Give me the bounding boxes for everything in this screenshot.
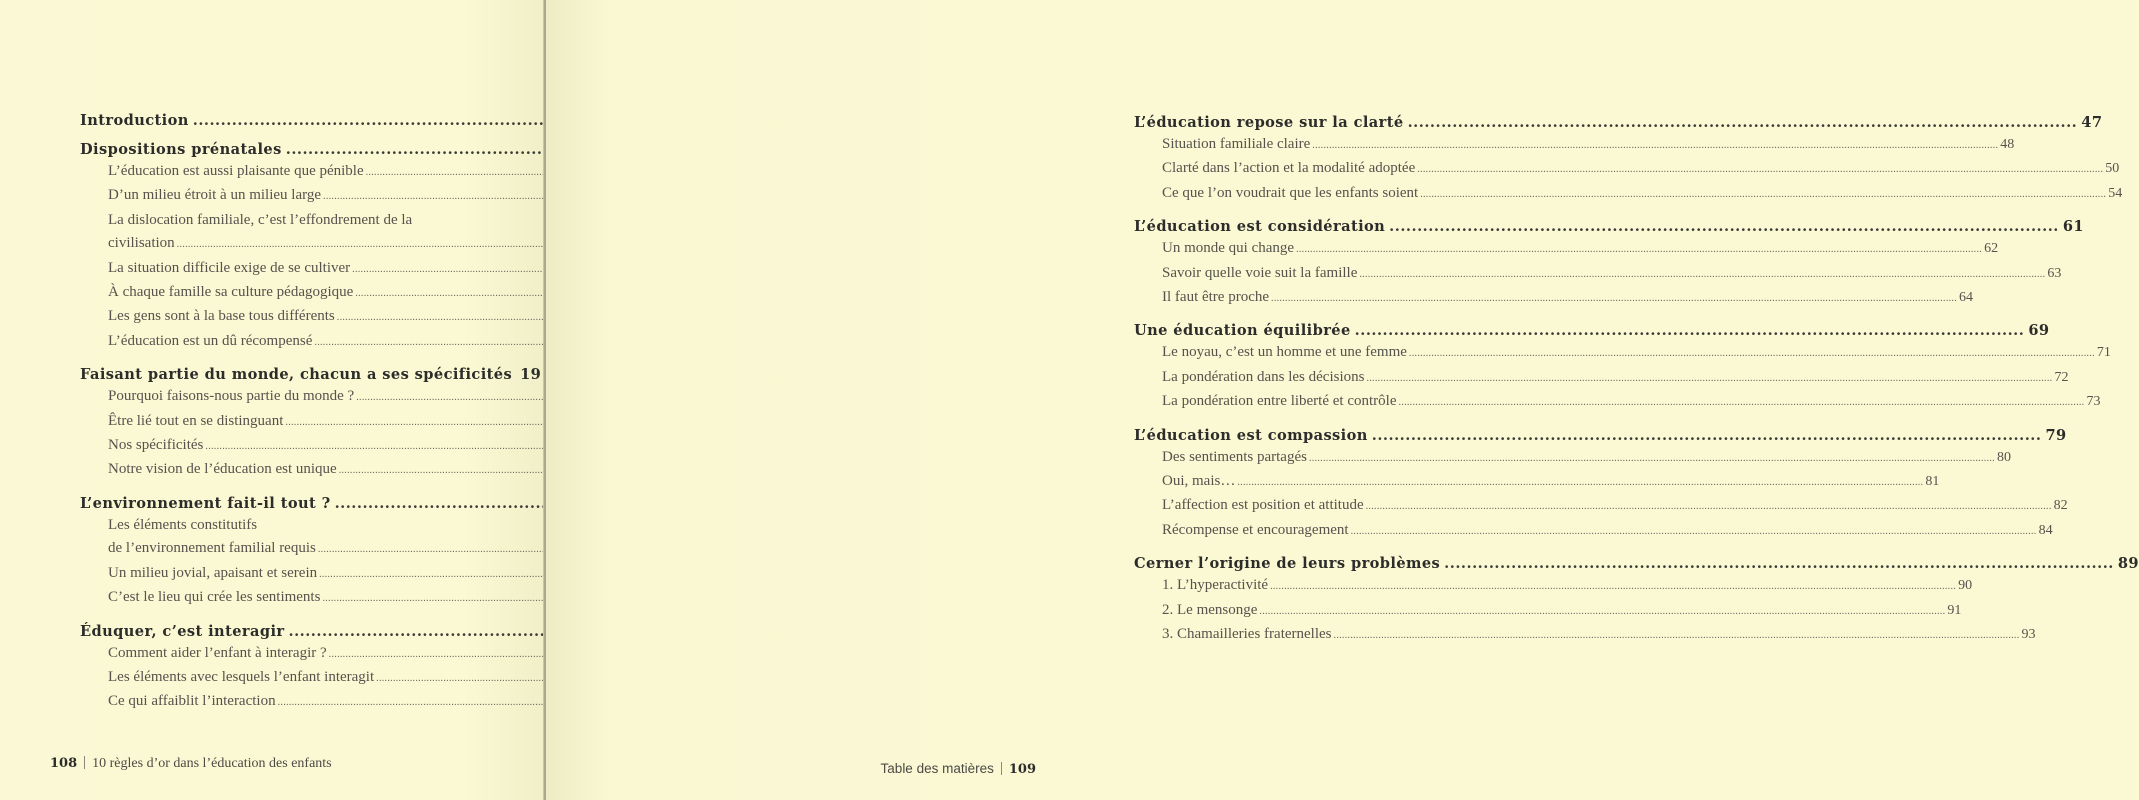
dot-leader <box>1408 114 2078 131</box>
section-title-line2: de l’environnement familial requis <box>108 540 316 557</box>
toc-section-entry <box>108 184 501 208</box>
toc-section-entry <box>108 330 501 354</box>
chapter-page-number: 47 <box>2081 114 2103 131</box>
toc-section-entry <box>108 410 501 434</box>
section-title: Les éléments avec lesquels l’enfant interagit <box>108 668 375 685</box>
section-title-continuation <box>108 537 501 561</box>
chapter-title: L’environnement fait-il tout ? <box>80 494 331 512</box>
section-page-number: 72 <box>2054 369 2069 385</box>
dot-leader <box>1351 520 2037 543</box>
toc-chapter-entry <box>80 112 501 129</box>
footer-separator <box>84 756 85 769</box>
section-title: L’affection est position et attitude <box>1162 497 1364 514</box>
footer-separator <box>1001 762 1002 775</box>
chapter-title: Faisant partie du monde, chacun a ses spécificités <box>80 366 513 384</box>
chapter-title: L’éducation est compassion <box>1134 426 1368 444</box>
section-title: Des sentiments partagés <box>1162 448 1307 465</box>
chapter-page-number: 61 <box>2062 218 2084 236</box>
dot-leader <box>1359 263 2045 286</box>
chapter-page-number: 79 <box>2045 426 2067 444</box>
table-of-contents-right <box>1134 114 2139 648</box>
toc-section-entry <box>1162 262 2062 286</box>
toc-chapter-entry <box>80 141 501 158</box>
toc-section-entry <box>1162 470 1940 494</box>
section-page-number: 81 <box>1925 474 1940 490</box>
toc-section-entry <box>1162 494 2068 518</box>
dot-leader <box>1398 391 2084 414</box>
toc-chapter-entry <box>80 495 501 512</box>
section-page-number: 62 <box>1984 241 1999 257</box>
section-title: Être lié tout en se distinguant <box>108 412 284 429</box>
chapter-page-number: 69 <box>2028 322 2050 340</box>
section-title: À chaque famille sa culture pédagogique <box>108 284 354 301</box>
toc-section-entry <box>1162 341 2111 365</box>
section-page-number: 71 <box>2096 345 2111 361</box>
section-title: Ce qui affaiblit l’interaction <box>108 693 276 710</box>
toc-section-entry <box>1162 446 2011 470</box>
toc-section-entry <box>1162 237 1999 261</box>
dot-leader <box>1309 447 1995 470</box>
section-title: Oui, mais… <box>1162 473 1236 490</box>
left-page-number: 108 <box>50 756 78 771</box>
toc-section-entry <box>1162 157 2120 181</box>
section-title: Situation familiale claire <box>1162 136 1311 152</box>
dot-leader <box>1270 575 1956 598</box>
toc-section-entry <box>1162 133 2015 157</box>
toc-section-entry <box>1162 182 2123 206</box>
toc-section-entry <box>1162 623 2036 647</box>
toc-section-entry <box>108 514 501 562</box>
toc-section-entry <box>1162 286 1974 310</box>
section-page-number: 93 <box>2021 627 2036 643</box>
dot-leader <box>1312 134 1998 157</box>
section-title: 1. L’hyperactivité <box>1162 577 1269 594</box>
section-page-number: 91 <box>1947 602 1962 618</box>
dot-leader <box>1366 495 2052 518</box>
section-title: Pourquoi faisons-nous partie du monde ? <box>108 388 355 405</box>
toc-section-entry <box>108 690 501 714</box>
right-page-footer <box>881 761 1036 777</box>
toc-section-entry <box>108 586 501 610</box>
toc-section-entry <box>108 562 501 586</box>
section-page-number: 90 <box>1958 578 1973 594</box>
toc-section-entry <box>108 305 501 329</box>
chapter-page-number: 19 <box>520 366 542 384</box>
toc-section-entry <box>1162 599 1962 623</box>
section-title: Le noyau, c’est un homme et une femme <box>1162 344 1407 361</box>
toc-section-entry <box>108 281 501 305</box>
chapter-title: Éduquer, c’est interagir <box>80 622 285 640</box>
section-title: Savoir quelle voie suit la famille <box>1162 264 1358 281</box>
section-page-number: 84 <box>2038 522 2053 538</box>
section-title: Les gens sont à la base tous différents <box>108 308 335 325</box>
right-page <box>546 0 2139 800</box>
toc-chapter-entry <box>1134 426 2067 444</box>
toc-chapter-entry <box>1134 218 2084 236</box>
toc-chapter-entry <box>1134 114 2103 131</box>
toc-section-entry <box>108 257 501 281</box>
chapter-title: Une éducation équilibrée <box>1134 322 1351 340</box>
dot-leader <box>1259 600 1945 623</box>
section-title: La dislocation familiale, c’est l’effondrement de la <box>108 211 413 228</box>
section-title: Un monde qui change <box>1162 240 1295 257</box>
dot-leader <box>1372 427 2042 444</box>
section-title: Comment aider l’enfant à interagir ? <box>108 644 327 661</box>
dot-leader <box>1334 624 2020 647</box>
running-section-title: Table des matières <box>880 761 994 776</box>
dot-leader <box>1420 183 2106 206</box>
section-page-number: 80 <box>1996 449 2011 465</box>
section-page-number: 50 <box>2105 161 2120 177</box>
toc-section-entry <box>108 209 501 257</box>
right-page-number: 109 <box>1008 762 1036 777</box>
section-title: La pondération entre liberté et contrôle <box>1162 393 1397 410</box>
chapter-title: L’éducation est considération <box>1134 218 1386 236</box>
toc-chapter-entry <box>1134 322 2050 340</box>
section-title: La situation difficile exige de se cultiver <box>108 259 351 276</box>
section-title: C’est le lieu qui crée les sentiments <box>108 589 321 606</box>
section-title: Les éléments constitutifs <box>108 516 258 533</box>
toc-section-entry <box>1162 574 1973 598</box>
section-title: Ce que l’on voudrait que les enfants soient <box>1162 184 1419 201</box>
toc-section-entry <box>108 642 501 666</box>
section-title: 2. Le mensonge <box>1162 601 1258 618</box>
section-title: Il faut être proche <box>1162 289 1270 306</box>
toc-section-entry <box>1162 390 2101 414</box>
toc-section-entry <box>1162 519 2053 543</box>
chapter-title: Cerner l’origine de leurs problèmes <box>1134 555 1441 573</box>
chapter-title: Introduction <box>80 112 189 129</box>
dot-leader <box>1389 218 2059 235</box>
dot-leader <box>1366 367 2052 390</box>
section-title: L’éducation est aussi plaisante que pénible <box>108 163 364 179</box>
toc-chapter-entry <box>80 366 542 384</box>
section-title: L’éducation est un dû récompensé <box>108 332 313 349</box>
dot-leader <box>1417 158 2103 181</box>
section-title: Clarté dans l’action et la modalité adoptée <box>1162 160 1416 177</box>
dot-leader <box>1409 342 2095 365</box>
section-title: 3. Chamailleries fraternelles <box>1162 626 1332 643</box>
section-title: Récompense et encouragement <box>1162 521 1349 538</box>
section-title: La pondération dans les décisions <box>1162 368 1365 385</box>
table-of-contents-left <box>80 112 542 715</box>
dot-leader <box>1296 238 1982 261</box>
chapter-page-number: 89 <box>2117 555 2139 573</box>
section-title-continuation <box>108 232 501 256</box>
toc-chapter-entry <box>80 623 501 640</box>
chapter-title: L’éducation repose sur la clarté <box>1134 114 1404 131</box>
section-page-number: 48 <box>2000 137 2015 152</box>
toc-chapter-entry <box>1134 555 2139 573</box>
section-page-number: 63 <box>2047 265 2062 281</box>
section-title: D’un milieu étroit à un milieu large <box>108 187 322 204</box>
section-page-number: 54 <box>2108 185 2123 201</box>
section-title-line2: civilisation <box>108 235 175 252</box>
toc-section-entry <box>108 434 501 458</box>
section-title: Un milieu jovial, apaisant et serein <box>108 564 318 581</box>
left-page-footer <box>50 756 332 772</box>
section-page-number: 82 <box>2053 498 2068 514</box>
left-page <box>0 0 545 800</box>
toc-section-entry <box>108 385 501 409</box>
toc-section-entry <box>108 458 501 482</box>
section-title: Notre vision de l’éducation est unique <box>108 461 337 478</box>
toc-section-entry <box>1162 366 2069 390</box>
running-book-title: 10 règles d’or dans l’éducation des enfants <box>92 756 332 771</box>
section-page-number: 73 <box>2086 394 2101 410</box>
section-page-number: 64 <box>1959 290 1974 306</box>
chapter-title: Dispositions prénatales <box>80 141 282 158</box>
section-title: Nos spécificités <box>108 437 204 454</box>
toc-section-entry <box>108 160 501 184</box>
dot-leader <box>1444 555 2114 572</box>
dot-leader <box>1237 471 1923 494</box>
toc-section-entry <box>108 666 501 690</box>
dot-leader <box>1355 322 2025 339</box>
dot-leader <box>1271 287 1957 310</box>
